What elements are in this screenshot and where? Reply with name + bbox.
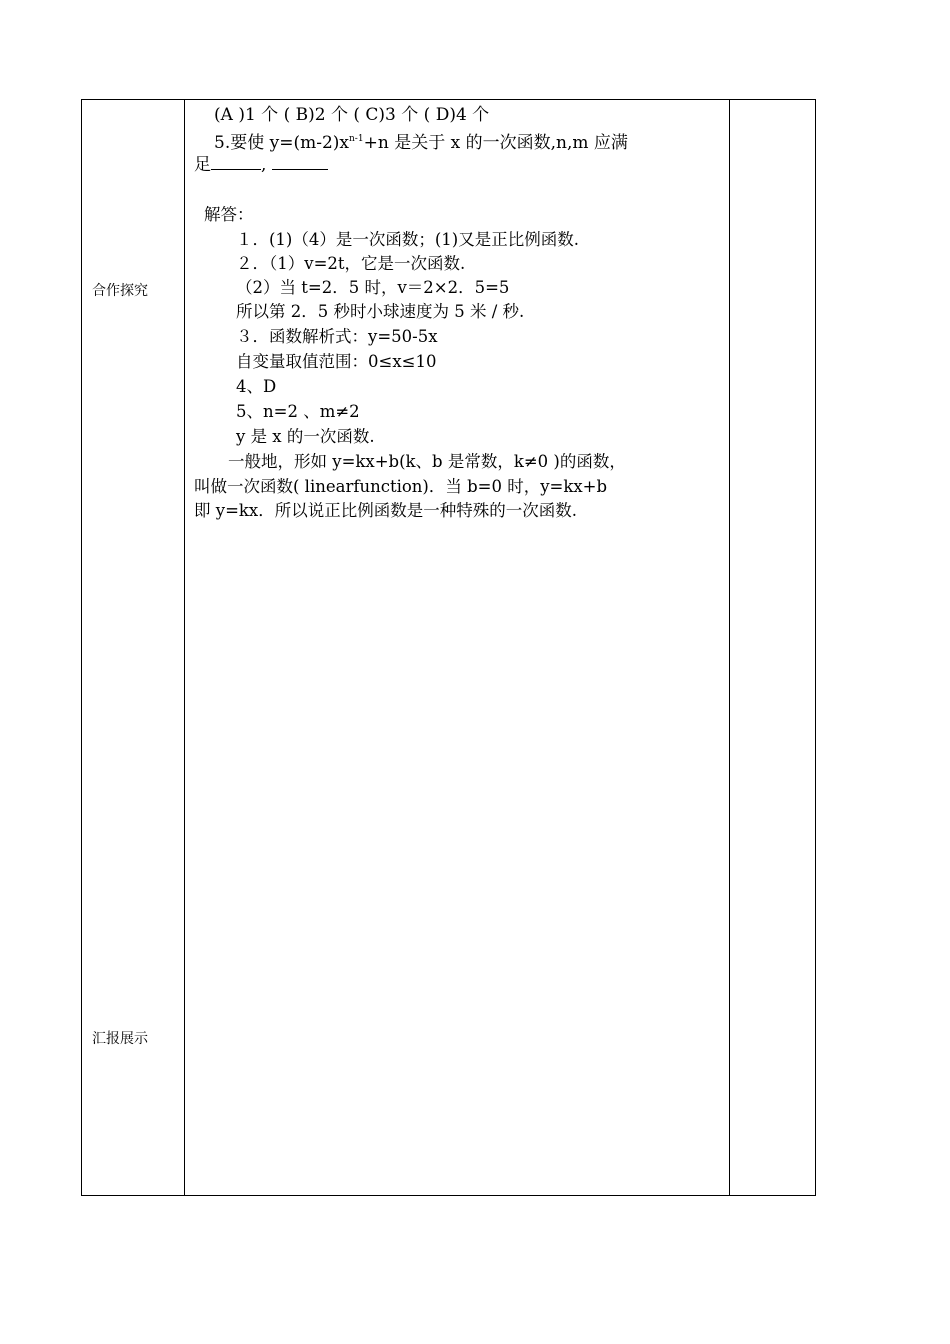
definition-line-1: 一般地，形如 y=kx+b(k、b 是常数，k≠0 )的函数， (228, 452, 626, 471)
question5-prefix: 5.要使 y=(m-2)x (214, 133, 350, 153)
answer-7: 4、D (236, 377, 277, 396)
column-divider-right (729, 100, 730, 1195)
definition-line-2: 叫做一次函数( linearfunction)．当 b=0 时，y=kx+b (194, 477, 608, 496)
definition-line-3: 即 y=kx．所以说正比例函数是一种特殊的一次函数. (194, 501, 577, 520)
answer-4: 所以第 2．5 秒时小球速度为 5 米 / 秒. (236, 302, 525, 321)
answers-heading: 解答： (204, 205, 254, 224)
question5-line2 (194, 153, 328, 177)
question5-comma: , (261, 155, 267, 175)
section-label-report: 汇报展示 (92, 1031, 148, 1047)
question5-line1 (214, 127, 628, 155)
answer-9: y 是 x 的一次函数. (236, 427, 375, 446)
section-label-cooperate: 合作探究 (92, 283, 148, 299)
answer-5: ３．函数解析式：y=50-5x (236, 327, 438, 346)
lesson-table (81, 99, 816, 1196)
question5-line2-start: 足 (194, 155, 211, 175)
question5-exponent: n-1 (349, 134, 364, 144)
column-divider-left (184, 100, 185, 1195)
question4-options: (A )1 个 ( B)2 个 ( C)3 个 ( D)4 个 (214, 105, 490, 125)
question5-suffix: +n 是关于 x 的一次函数,n,m 应满 (363, 133, 628, 153)
answer-6: 自变量取值范围：0≤x≤10 (236, 352, 437, 371)
answer-2: ２．（1）v=2t，它是一次函数. (236, 254, 466, 273)
answer-blank-2 (272, 153, 328, 170)
answer-8: 5、n=2 、m≠2 (236, 402, 360, 421)
answer-blank-1 (211, 153, 261, 170)
answer-3: （2）当 t=2．5 时，v＝2×2．5=5 (236, 278, 510, 297)
answer-1: １．(1)（4）是一次函数；(1)又是正比例函数. (236, 230, 579, 249)
